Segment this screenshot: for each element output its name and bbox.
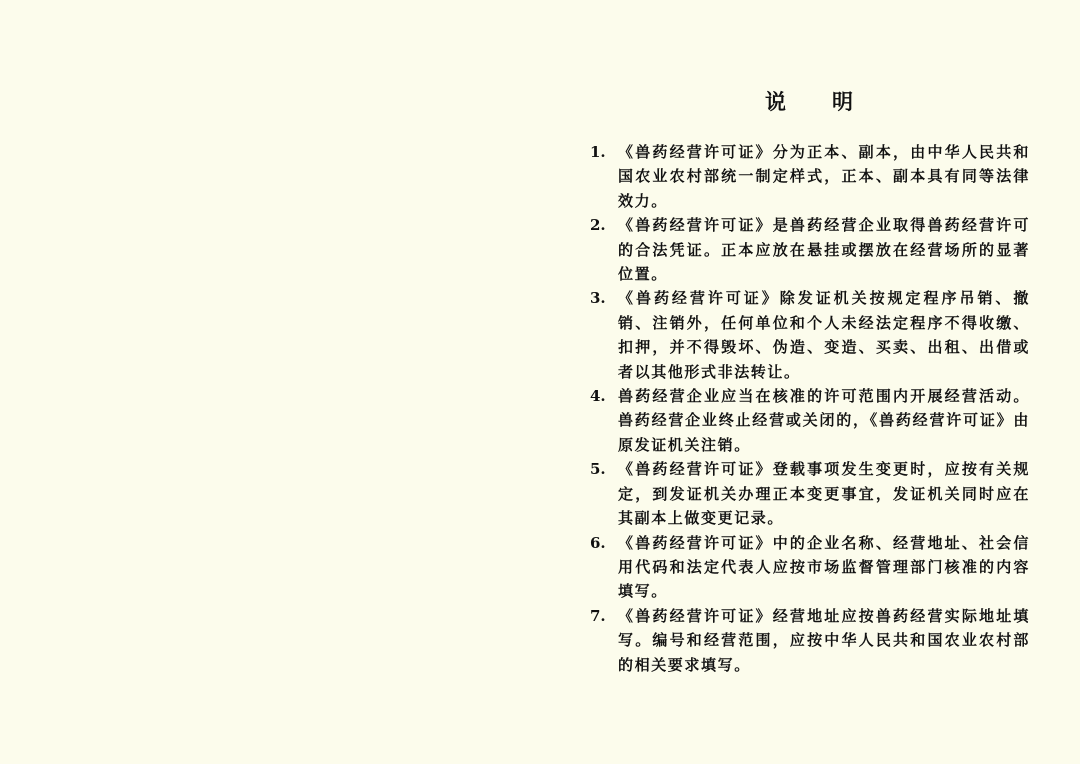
- note-text: 兽药经营企业应当在核准的许可范围内开展经营活动。兽药经营企业终止经营或关闭的，《兽药经营许可证》由原发证机关注销。: [618, 387, 1030, 454]
- note-item-1: [590, 140, 1030, 213]
- instructions-page: [540, 0, 1080, 764]
- note-text: 《兽药经营许可证》是兽药经营企业取得兽药经营许可的合法凭证。正本应放在悬挂或摆放在经营场所的显著位置。: [618, 216, 1030, 284]
- note-text: 《兽药经营许可证》登载事项发生变更时，应按有关规定，到发证机关办理正本变更事宜，发证机关同时应在其副本上做变更记录。: [618, 460, 1030, 528]
- note-item-4: [590, 384, 1030, 457]
- note-item-3: [590, 286, 1030, 384]
- note-text: 《兽药经营许可证》除发证机关按规定程序吊销、撤销、注销外，任何单位和个人未经法定程序不得收缴、扣押，并不得毁坏、伪造、变造、买卖、出租、出借或者以其他形式非法转让。: [618, 289, 1030, 381]
- note-number: 2.: [590, 216, 606, 235]
- note-text: 《兽药经营许可证》分为正本、副本，由中华人民共和国农业农村部统一制定样式，正本、副本具有同等法律效力。: [618, 143, 1030, 210]
- note-item-7: [590, 604, 1030, 677]
- page-title-right: 明: [832, 89, 855, 114]
- note-number: 6.: [590, 533, 606, 552]
- note-number: 1.: [590, 143, 606, 161]
- note-item-6: [590, 531, 1030, 604]
- page-title: [540, 86, 1080, 116]
- note-item-5: [590, 457, 1030, 530]
- note-number: 3.: [590, 289, 606, 308]
- page-title-left: 说: [765, 89, 788, 114]
- note-item-2: [590, 213, 1030, 286]
- note-number: 4.: [590, 387, 606, 406]
- note-number: 5.: [590, 460, 606, 479]
- note-text: 《兽药经营许可证》中的企业名称、经营地址、社会信用代码和法定代表人应按市场监督管理部门核准的内容填写。: [618, 533, 1030, 601]
- notes-list: [590, 140, 1030, 677]
- note-number: 7.: [590, 606, 606, 625]
- note-text: 《兽药经营许可证》经营地址应按兽药经营实际地址填写。编号和经营范围，应按中华人民共和国农业农村部的相关要求填写。: [618, 606, 1030, 674]
